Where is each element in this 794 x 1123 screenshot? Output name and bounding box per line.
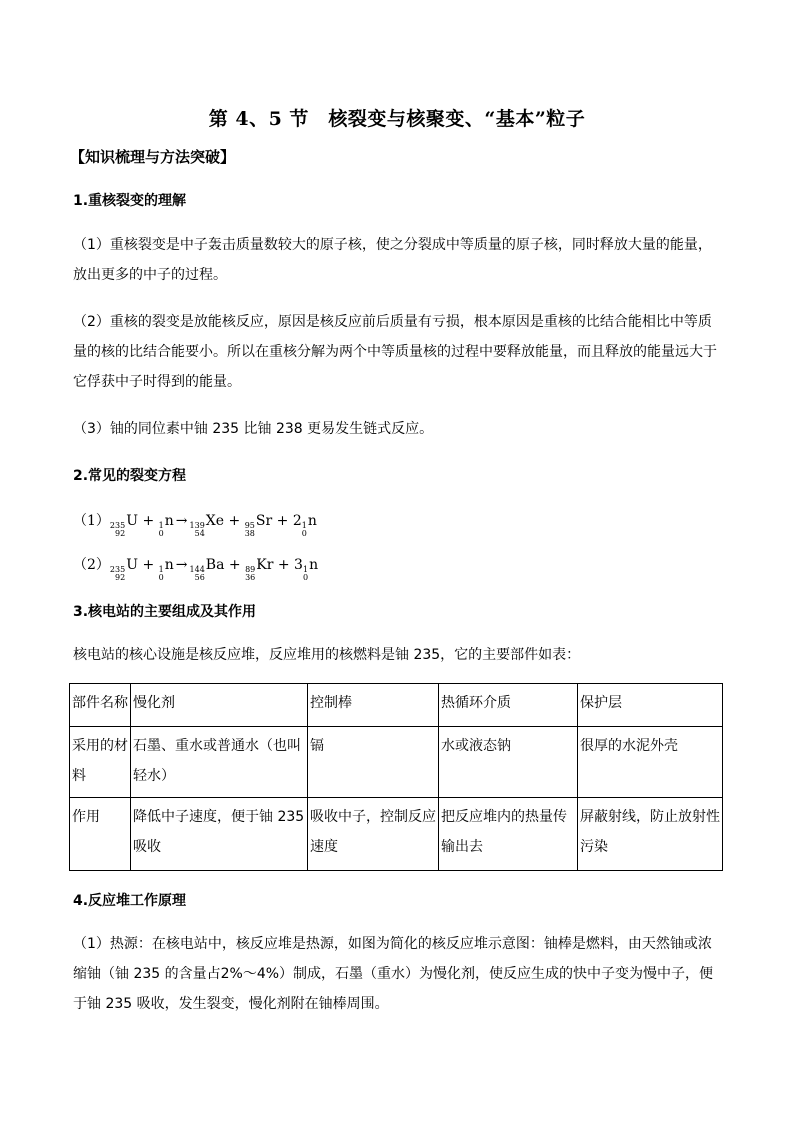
atomic-number: 92: [115, 529, 126, 538]
section-3-heading: 3.核电站的主要组成及其作用: [73, 604, 257, 620]
table-cell: 保护层: [578, 684, 723, 727]
element-symbol: n: [164, 557, 174, 573]
mass-number: 1: [158, 565, 164, 574]
section-1-heading: 1.重核裂变的理解: [73, 193, 187, 209]
reactor-parts-table: [69, 683, 723, 871]
mass-number: 1: [301, 521, 307, 530]
section-1-paragraph-3: （3）铀的同位素中铀 235 比铀 238 更易发生链式反应。: [73, 421, 434, 437]
mass-number: 235: [109, 521, 126, 530]
equation-label: （1）: [73, 513, 110, 529]
atomic-number: 0: [301, 529, 307, 538]
element-symbol: U: [126, 513, 139, 529]
table-cell: 很厚的水泥外壳: [578, 727, 723, 798]
section-4-paragraph-1: （1）热源：在核电站中，核反应堆是热源，如图为简化的核反应堆示意图：铀棒是燃料，由天然铀或浓缩铀（铀 235 的含量占2%～4%）制成，石墨（重水）为慢化剂，使反应生成的快中子变为慢中子，便于铀 235 吸收，发生裂变，慢化剂附在铀棒周围。: [73, 936, 714, 1012]
table-cell: 水或液态钠: [439, 727, 578, 798]
atomic-number: 54: [194, 529, 205, 538]
table-cell: 镉: [308, 727, 439, 798]
mass-number: 1: [158, 521, 164, 530]
atomic-number: 38: [244, 529, 255, 538]
atomic-number: 92: [115, 573, 126, 582]
table-cell: 热循环介质: [439, 684, 578, 727]
nuclide-u235: [110, 557, 138, 582]
table-cell: 降低中子速度，便于铀 235 吸收: [131, 798, 308, 871]
table-header-row: [70, 684, 723, 727]
plus-sign: +: [224, 557, 246, 573]
section-1-paragraph-1: （1）重核裂变是中子轰击质量数较大的原子核，使之分裂成中等质量的原子核，同时释放大量的能量，放出更多的中子的过程。: [73, 237, 712, 283]
page-title: 第 4、5 节 核裂变与核聚变、“基本”粒子: [208, 108, 586, 130]
table-cell: 采用的材料: [70, 727, 131, 798]
element-symbol: Sr: [255, 513, 273, 529]
reaction-arrow: →: [175, 513, 188, 529]
table-row: [70, 798, 723, 871]
plus-sign: +: [138, 557, 159, 573]
fission-equation-1: [73, 510, 317, 538]
atomic-number: 0: [302, 573, 309, 582]
nuclide-u235: [110, 513, 138, 538]
section-3-intro: 核电站的核心设施是核反应堆，反应堆用的核燃料是铀 235，它的主要部件如表：: [73, 647, 581, 663]
nuclide-kr89: [245, 557, 273, 582]
mass-number: 1: [302, 565, 309, 574]
plus-sign-coefficient: + 2: [272, 513, 302, 529]
atomic-number: 56: [194, 573, 205, 582]
table-cell: 吸收中子，控制反应速度: [308, 798, 439, 871]
equation-label: （2）: [73, 557, 110, 573]
mass-number: 144: [189, 565, 205, 574]
element-symbol: n: [307, 513, 317, 529]
section-2-heading: 2.常见的裂变方程: [73, 468, 187, 484]
table-cell: 慢化剂: [131, 684, 308, 727]
table-cell: 作用: [70, 798, 131, 871]
plus-sign: +: [138, 513, 159, 529]
element-symbol: Xe: [205, 513, 225, 529]
plus-sign-coefficient: + 3: [273, 557, 303, 573]
nuclide-neutron: [159, 513, 174, 538]
plus-sign: +: [224, 513, 245, 529]
table-cell: 把反应堆内的热量传输出去: [439, 798, 578, 871]
atomic-number: 0: [158, 573, 164, 582]
nuclide-ba144: [190, 557, 225, 582]
nuclide-neutron: [159, 557, 174, 582]
reaction-arrow: →: [175, 557, 188, 573]
nuclide-neutron: [303, 557, 318, 582]
table-cell: 石墨、重水或普通水（也叫轻水）: [131, 727, 308, 798]
mass-number: 89: [245, 565, 256, 574]
nuclide-neutron: [302, 513, 317, 538]
element-symbol: n: [309, 557, 319, 573]
fission-equation-2: [73, 554, 318, 582]
nuclide-sr95: [245, 513, 272, 538]
section-1-paragraph-2: （2）重核的裂变是放能核反应，原因是核反应前后质量有亏损，根本原因是重核的比结合能相比中等质量的核的比结合能要小。所以在重核分解为两个中等质量核的过程中要释放能量，而且释放的能量远大于它俘获中子时得到的能量。: [73, 314, 717, 390]
section-4-heading: 4.反应堆工作原理: [73, 893, 187, 909]
element-symbol: n: [164, 513, 174, 529]
table-cell: 控制棒: [308, 684, 439, 727]
element-symbol: Ba: [205, 557, 225, 573]
nuclide-xe139: [190, 513, 225, 538]
section-tag: 【知识梳理与方法突破】: [70, 148, 236, 166]
table-cell: 屏蔽射线，防止放射性污染: [578, 798, 723, 871]
mass-number: 235: [109, 565, 126, 574]
element-symbol: U: [126, 557, 139, 573]
table-cell: 部件名称: [70, 684, 131, 727]
mass-number: 139: [189, 521, 205, 530]
atomic-number: 36: [245, 573, 256, 582]
table-row: [70, 727, 723, 798]
element-symbol: Kr: [256, 557, 274, 573]
atomic-number: 0: [158, 529, 164, 538]
mass-number: 95: [244, 521, 255, 530]
